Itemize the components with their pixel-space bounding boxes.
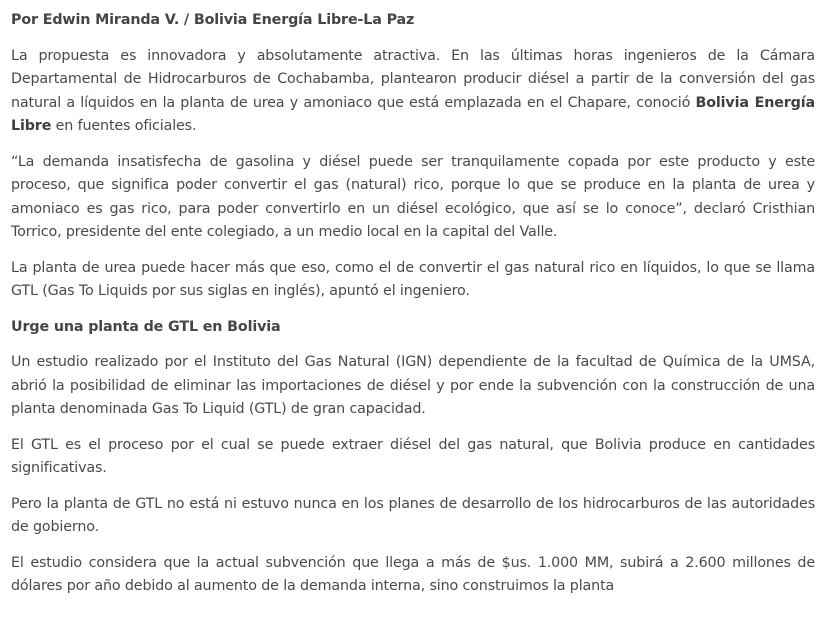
paragraph-1-text-end: en fuentes oficiales.: [51, 118, 197, 134]
source-name: Bolivia Energía Libre: [11, 94, 816, 134]
article-byline: Por Edwin Miranda V. / Bolivia Energía Libre-La Paz: [11, 12, 415, 28]
article-subheading: Urge una planta de GTL en Bolivia: [11, 318, 281, 335]
article-paragraph-2: “La demanda insatisfecha de gasolina y diésel puede ser tranquilamente copada por este producto y este proceso, que significa poder convertir el gas (natural) rico, porque lo que se produce en la planta de urea y amoniaco es gas rico, para poder convertirlo en un diésel ecológico, que así se lo conoce”, declaró Cristhian Torrico, presidente del ente colegiado, a un medio local en la capital del Valle.: [11, 153, 815, 240]
article-paragraph-7: El estudio considera que la actual subvención que llega a más de $us. 1.000 MM, subirá a 2.600 millones de dólares por año debido al aumento de la demanda interna, sino construimos la planta: [11, 554, 815, 594]
paragraph-1-text-start: La propuesta es innovadora y absolutamente atractiva. En las últimas horas ingenieros de la Cámara Departamental de Hidrocarburos de Cochabamba, plantearon producir diésel a partir de la conversión del gas natural a líquidos en la planta de urea y amoniaco que está emplazada en el Chapare, conoció: [11, 47, 815, 111]
article-paragraph-4: Un estudio realizado por el Instituto del Gas Natural (IGN) dependiente de la facultad de Química de la UMSA, abrió la posibilidad de eliminar las importaciones de diésel y por ende la subvención con la construcción de una planta denominada Gas To Liquid (GTL) de gran capacidad.: [11, 354, 815, 417]
article-paragraph-3: La planta de urea puede hacer más que eso, como el de convertir el gas natural rico en líquidos, lo que se llama GTL (Gas To Liquids por sus siglas en inglés), apuntó el ingeniero.: [11, 259, 815, 299]
article-paragraph-6: Pero la planta de GTL no está ni estuvo nunca en los planes de desarrollo de los hidrocarburos de las autoridades de gobierno.: [11, 495, 815, 535]
article-paragraph-1: [11, 45, 815, 139]
article-paragraph-5: El GTL es el proceso por el cual se puede extraer diésel del gas natural, que Bolivia produce en cantidades significativas.: [11, 436, 815, 476]
